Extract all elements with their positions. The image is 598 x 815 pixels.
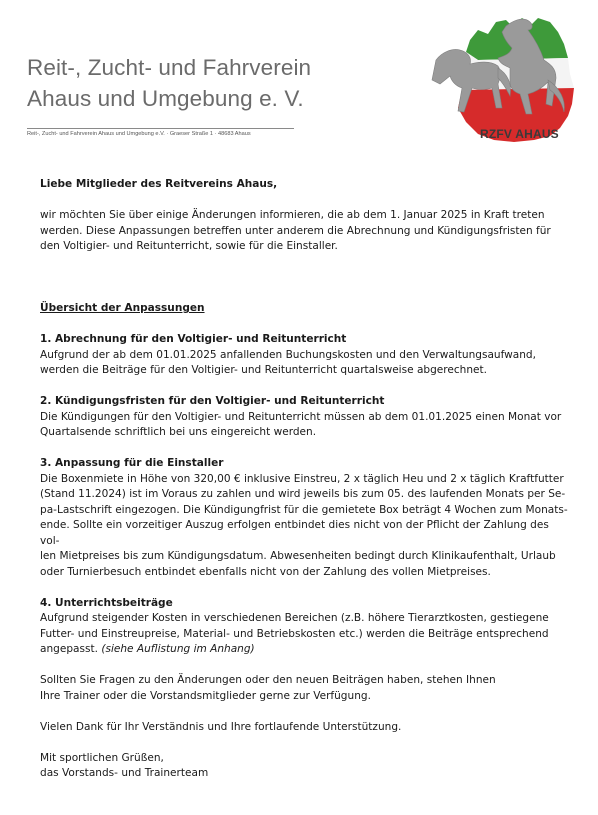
questions-line: Sollten Sie Fragen zu den Änderungen oder den neuen Beiträgen haben, stehen Ihnen — [40, 674, 496, 686]
questions-line: Ihre Trainer oder die Vorstandsmitglieder gerne zur Verfügung. — [40, 689, 371, 702]
section-line: Die Boxenmiete in Höhe von 320,00 € inklusive Einstreu, 2 x täglich Heu und 2 x täglich Kraftfutter — [40, 472, 564, 485]
section-line: (Stand 11.2024) ist im Voraus zu zahlen und wird jeweils bis zum 05. des laufenden Monats per Se- — [40, 488, 566, 500]
overview-heading: Übersicht der Anpassungen — [40, 302, 205, 314]
intro-line: wir möchten Sie über einige Änderungen informieren, die ab dem 1. Januar 2025 in Kraft treten — [40, 209, 545, 221]
organization-name: Reit-, Zucht- und Fahrverein — [27, 55, 312, 80]
section-line — [40, 642, 570, 658]
section-line: len Mietpreises bis zum Kündigungsdatum. Abwesenheiten bedingt durch Klinikaufenthalt, Urlaub — [40, 550, 556, 562]
letterhead-divider — [27, 128, 294, 129]
section-line: oder Turnierbesuch entbindet ebenfalls nicht von der Zahlung des vollen Mietpreises. — [40, 565, 491, 578]
salutation: Liebe Mitglieder des Reitvereins Ahaus, — [40, 178, 278, 190]
organization-name-line2: Ahaus und Umgebung e. V. — [27, 86, 304, 111]
section-line: pa-Lastschrift eingezogen. Die Kündigungfrist für die gemietete Box beträgt 4 Wochen zum Monats- — [40, 503, 568, 516]
section-last-line: angepasst. — [40, 643, 98, 655]
section-title: 4. Unterrichtsbeiträge — [40, 596, 173, 609]
section-line: Die Kündigungen für den Voltigier- und Reitunterricht müssen ab dem 01.01.2025 einen Monat vor — [40, 410, 562, 423]
closing-line: Mit sportlichen Grüßen, — [40, 751, 164, 764]
thanks-line: Vielen Dank für Ihr Verständnis und Ihre fortlaufende Unterstützung. — [40, 720, 402, 733]
section-line: Aufgrund der ab dem 01.01.2025 anfallenden Buchungskosten und den Verwaltungsaufwand, — [40, 348, 536, 361]
section-line: werden die Beiträge für den Voltigier- und Reitunterricht quartalsweise abgerechnet. — [40, 364, 488, 376]
section-line: Aufgrund steigender Kosten in verschiedenen Bereichen (z.B. höhere Tierarztkosten, gestiegene — [40, 612, 549, 624]
letterhead — [0, 0, 598, 160]
intro-line: werden. Diese Anpassungen betreffen unter anderem die Abrechnung und Kündigungsfristen für — [40, 224, 551, 237]
sender-address-line: Reit-, Zucht- und Fahrverein Ahaus und Umgebung e.V. · Graeser Straße 1 · 48683 Ahaus — [27, 131, 251, 137]
section-line: ende. Sollte ein vorzeitiger Auszug erfolgen entbindet dies nicht von der Pflicht der Zahlung des vol- — [40, 519, 549, 547]
section-line: Quartalsende schriftlich bei uns eingereicht werden. — [40, 426, 317, 438]
appendix-note: (siehe Auflistung im Anhang) — [101, 643, 255, 655]
section-title: 3. Anpassung für die Einstaller — [40, 457, 224, 469]
letter-body — [40, 177, 570, 782]
intro-line: den Voltigier- und Reitunterricht, sowie für die Einstaller. — [40, 240, 338, 252]
logo-wordmark: RZFV AHAUS — [480, 127, 559, 141]
section-line: Futter- und Einstreupreise, Material- und Betriebskosten etc.) werden die Beiträge entsprechend — [40, 627, 549, 640]
signature-line: das Vorstands- und Trainerteam — [40, 767, 209, 779]
section-title: 2. Kündigungsfristen für den Voltigier- und Reitunterricht — [40, 395, 385, 407]
section-title: 1. Abrechnung für den Voltigier- und Reitunterricht — [40, 333, 347, 345]
